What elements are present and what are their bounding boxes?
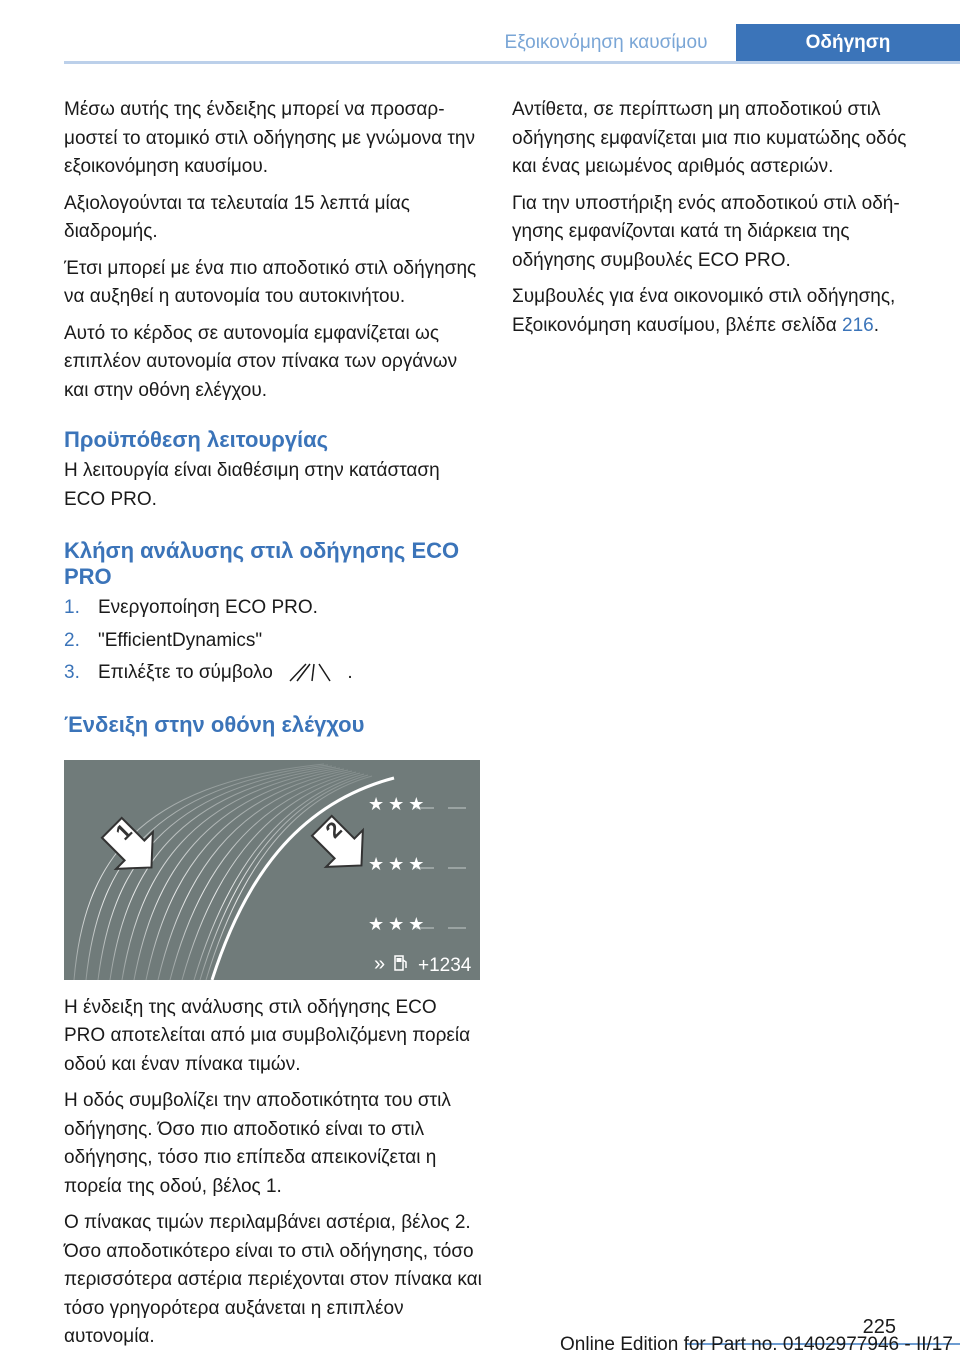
paragraph: Αξιολογούνται τα τελευταία 15 λεπτά μίας διαδρομής. [64, 192, 410, 242]
paragraph: Για την υποστήριξη ενός αποδοτικού στιλ οδήγησης εμφανίζονται κατά τη διάρκεια της οδήγησης συμβουλές ECO PRO. [512, 192, 900, 271]
paragraph: Μέσω αυτής της ένδειξης μπορεί να προσαρμοστεί το ατομικό στιλ οδήγησης με γνώμονα την εξοικονόμηση καυσίμου. [64, 99, 475, 177]
step-number: 1. [64, 597, 80, 618]
paragraph: Η οδός συμβολίζει την αποδοτικότητα του στιλ οδήγησης. Όσο πιο αποδοτικό είναι το στιλ οδήγησης, τόσο πιο επίπεδα απεικονίζεται η πορεία της οδού, βέλος 1. [64, 1090, 451, 1197]
fuel-pump-icon [394, 954, 408, 972]
header-chapter-tab: Οδήγηση [736, 24, 960, 62]
heading-prerequisite: Προϋπόθεση λειτουργίας [64, 427, 329, 452]
step-text: "EfficientDynamics" [98, 629, 263, 651]
paragraph-suffix: . [873, 314, 879, 336]
steps-list [64, 594, 482, 688]
step-text: Επιλέξτε το σύμβολο [98, 662, 273, 683]
step-text: Ενεργοποίηση ECO PRO. [98, 597, 318, 618]
arrow-2-label: 2 [320, 816, 347, 843]
star-row: ★★★ [368, 793, 429, 814]
list-item [64, 659, 482, 688]
arrow-1-label: 1 [110, 818, 137, 845]
paragraph: Η λειτουργία είναι διαθέσιμη στην κατάσταση ECO PRO. [64, 460, 440, 510]
page-number: 225 [862, 1316, 896, 1338]
step-number: 3. [64, 662, 80, 683]
heading-display: Ένδειξη στην οθόνη ελέγχου [64, 711, 365, 737]
page-reference-link[interactable]: 216 [842, 314, 874, 336]
driving-style-analysis-icon [288, 661, 334, 685]
list-item [64, 627, 482, 656]
paragraph-text: Συμβουλές για ένα οικονομικό στιλ οδήγησης, Εξοικονόμηση καυσίμου, βλέπε σελίδα [512, 286, 896, 336]
eco-pro-analysis-figure [64, 760, 480, 980]
list-item [64, 594, 482, 623]
paragraph: Αντίθετα, σε περίπτωση μη αποδοτικού στιλ οδήγησης εμφανίζεται μια πιο κυματώδης οδός και ένας μειωμένος αριθμός αστεριών. [512, 99, 907, 177]
header-section-title: Εξοικονόμηση καυσίμου [504, 32, 708, 53]
paragraph [512, 283, 932, 340]
paragraph: Αυτό το κέρδος σε αυτονομία εμφανίζεται ως επιπλέον αυτονομία στον πίνακα των οργάνων και στην οθόνη ελέγχου. [64, 322, 458, 401]
header-divider [64, 61, 960, 64]
paragraph: Ο πίνακας τιμών περιλαμβάνει αστέρια, βέλος 2. Όσο αποδοτικότερο είναι το στιλ οδήγησης, τόσο περισσότερα αστέρια περιέχονται στον πίνακα και τόσο γρηγορότερα αυξάνεται η επιπλέον αυτονομία. [64, 1212, 482, 1347]
heading-call-analysis: Κλήση ανάλυσης στιλ οδήγησης ECO PRO [64, 538, 460, 589]
step-number: 2. [64, 629, 80, 651]
star-row: ★★★ [368, 913, 429, 934]
paragraph: Έτσι μπορεί με ένα πιο αποδοτικό στιλ οδήγησης να αυξηθεί η αυτονομία του αυτοκινήτου. [64, 257, 477, 307]
paragraph: Η ένδειξη της ανάλυσης στιλ οδήγησης ECO PRO αποτελείται από μια συμβολιζόμενη πορεία οδού και έναν πίνακα τιμών. [64, 996, 471, 1075]
step-suffix: . [347, 662, 353, 683]
footer-edition: Online Edition for Part no. 01402977946 - II/17 [560, 1334, 953, 1355]
right-column [512, 96, 932, 348]
chevrons-icon: » [374, 952, 386, 975]
range-gain-value: +1234 [418, 954, 472, 976]
star-row: ★★★ [368, 853, 429, 874]
left-column [64, 96, 482, 1360]
